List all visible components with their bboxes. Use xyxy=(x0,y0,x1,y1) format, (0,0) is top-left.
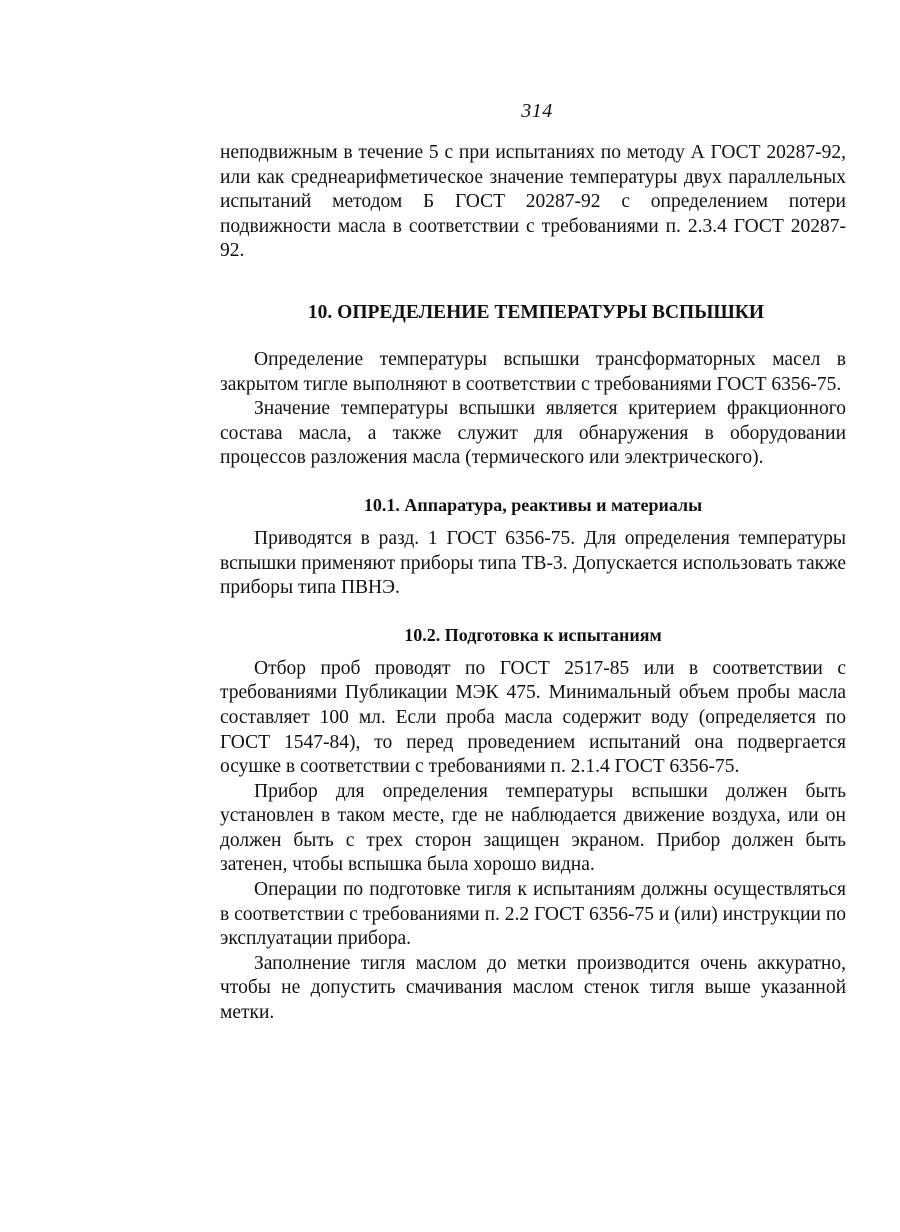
section-10-2-paragraph-3: Операции по подготовке тигля к испытаниям должны осуществляться в соответствии с требованиями п. 2.2 ГОСТ 6356-75 и (или) инструкции по эксплуатации прибора. xyxy=(220,879,846,950)
section-10-1-heading: 10.1. Аппаратура, реактивы и материалы xyxy=(363,494,703,515)
document-page xyxy=(220,100,846,1026)
page-number: 314 xyxy=(521,100,553,122)
section-10-paragraph-2: Значение температуры вспышки является критерием фракционного состава масла, а также служит для обнаружения в оборудовании процессов разложения масла (термического или электрического). xyxy=(220,398,846,469)
section-10-2-heading: 10.2. Подготовка к испытаниям xyxy=(404,624,662,645)
section-10-1-paragraph-1: Приводятся в разд. 1 ГОСТ 6356-75. Для определения температуры вспышки применяют приборы типа ТВ-3. Допускается использовать также приборы типа ПВНЭ. xyxy=(220,527,846,599)
section-10-2-paragraph-4: Заполнение тигля маслом до метки производится очень аккуратно, чтобы не допустить смачивания маслом стенок тигля выше указанной метки. xyxy=(220,952,846,1024)
section-10-2-paragraph-2: Прибор для определения температуры вспышки должен быть установлен в таком месте, где не наблюдается движение воздуха, или он должен быть с трех сторон защищен экраном. Прибор должен быть затенен, чтобы вспышка была хорошо видна. xyxy=(220,780,846,876)
section-10-paragraph-1: Определение температуры вспышки трансформаторных масел в закрытом тигле выполняют в соответствии с требованиями ГОСТ 6356-75. xyxy=(220,348,846,395)
intro-paragraph: неподвижным в течение 5 с при испытаниях по методу А ГОСТ 20287-92, или как среднеарифметическое значение температуры двух параллельных испытаний методом Б ГОСТ 20287-92 с определением потери подвижности масла в соответствии с требованиями п. 2.3.4 ГОСТ 20287-92. xyxy=(220,142,846,262)
section-10-heading: 10. ОПРЕДЕЛЕНИЕ ТЕМПЕРАТУРЫ ВСПЫШКИ xyxy=(307,301,765,323)
section-10-2-paragraph-1: Отбор проб проводят по ГОСТ 2517-85 или в соответствии с требованиями Публикации МЭК 475. Минимальный объем пробы масла составляет 100 мл. Если проба масла содержит воду (определяется по ГОСТ 1547-84), то перед проведением испытаний она подвергается осушке в соответствии с требованиями п. 2.1.4 ГОСТ 6356-75. xyxy=(220,657,846,778)
